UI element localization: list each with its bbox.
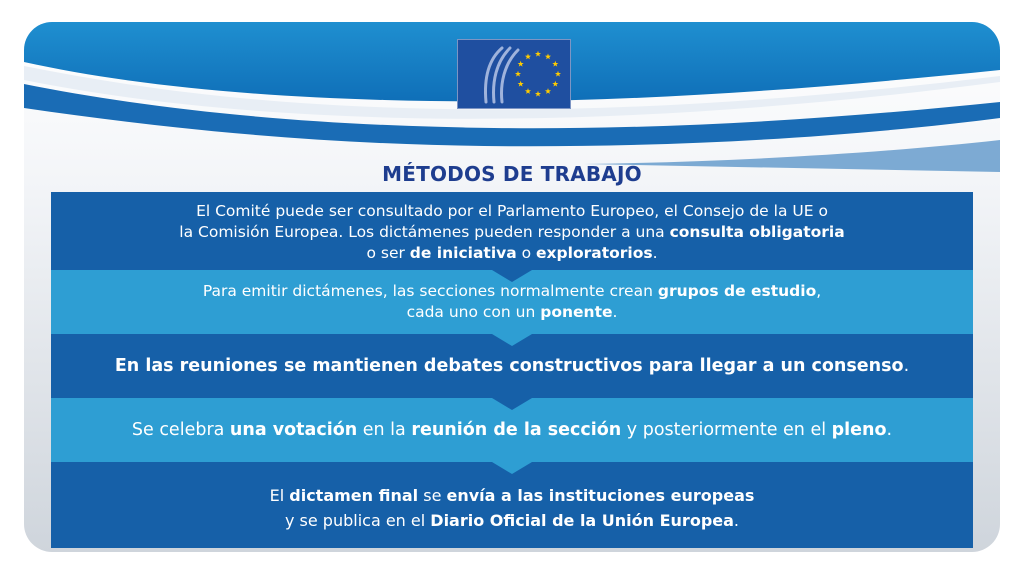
emphasis-text: ponente (540, 303, 613, 321)
emphasis-text: pleno (831, 420, 887, 440)
step-text: Para emitir dictámenes, las secciones normalmente crean (202, 282, 658, 300)
step-text: y posteriormente en el (621, 420, 832, 440)
step-text-line (132, 420, 892, 440)
step-text-line (179, 222, 844, 243)
emphasis-text: En las reuniones se mantienen debates constructivos para llegar a un consenso (114, 356, 904, 376)
step-text: , (816, 282, 822, 300)
step-text-line (270, 508, 755, 533)
emphasis-text: dictamen final (289, 486, 419, 505)
emphasis-text: una votación (229, 420, 358, 440)
step-final-opinion (51, 462, 973, 548)
eu-committee-logo-icon (458, 40, 570, 108)
step-text: la Comisión Europea. Los dictámenes pueden responder a una (179, 222, 670, 241)
step-text-line (179, 201, 844, 222)
step-text: cada uno con un (406, 303, 541, 321)
emphasis-text: envía a las instituciones europeas (446, 486, 755, 505)
emphasis-text: Diario Oficial de la Unión Europea (430, 511, 734, 530)
emphasis-text: reunión de la sección (411, 420, 622, 440)
step-text: en la (357, 420, 412, 440)
step-text: El (269, 486, 290, 505)
step-text-line (179, 243, 844, 264)
step-text: o (516, 243, 537, 262)
step-text: . (886, 420, 893, 440)
step-text: El Comité puede ser consultado por el Parlamento Europeo, el Consejo de la UE o (196, 201, 828, 220)
step-text: y se publica en el (284, 511, 431, 530)
chevron-down-icon (492, 334, 532, 346)
step-text: . (733, 511, 740, 530)
step-text: . (652, 243, 658, 262)
step-text: Se celebra (131, 420, 230, 440)
emphasis-text: de iniciativa (409, 243, 517, 262)
step-consultation (51, 192, 973, 270)
emphasis-text: grupos de estudio (657, 282, 817, 300)
step-text: . (903, 356, 910, 376)
eu-committee-logo (457, 39, 571, 109)
step-text-line (203, 281, 821, 302)
chevron-down-icon (492, 270, 532, 282)
chevron-down-icon (492, 462, 532, 474)
step-text-line (115, 356, 909, 376)
steps-list (51, 192, 973, 548)
step-text-line (270, 483, 755, 508)
step-text-line (203, 302, 821, 323)
page-title-text: MÉTODOS DE TRABAJO (382, 162, 642, 186)
chevron-down-icon (492, 398, 532, 410)
emphasis-text: exploratorios (536, 243, 653, 262)
step-text: . (612, 303, 618, 321)
emphasis-text: consulta obligatoria (669, 222, 845, 241)
step-text: o ser (366, 243, 410, 262)
step-text: se (418, 486, 447, 505)
